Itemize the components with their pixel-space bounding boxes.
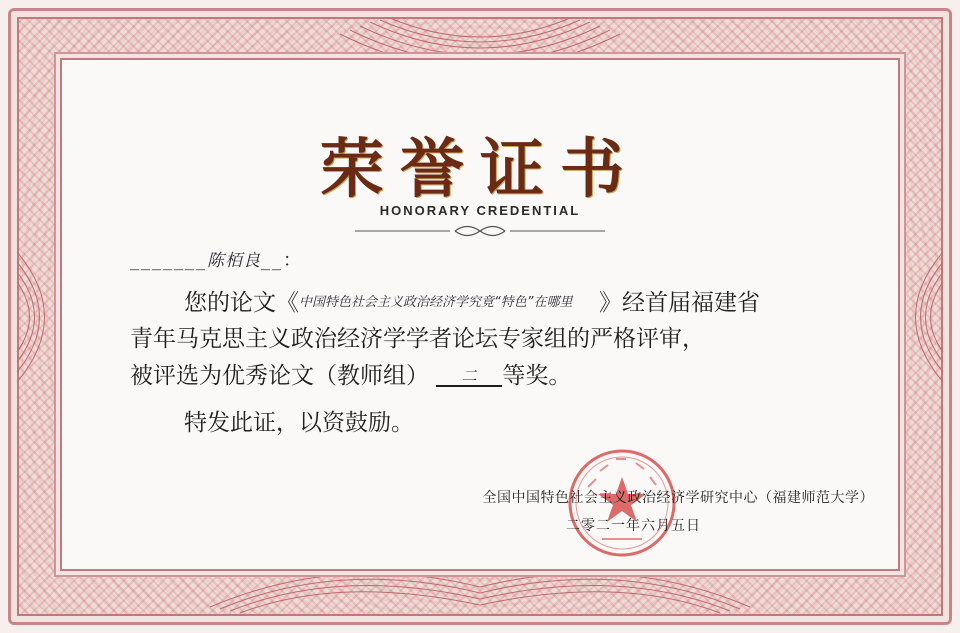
award-level: 二 bbox=[436, 367, 502, 387]
line3-prefix: 被评选为优秀论文（教师组） bbox=[130, 363, 429, 389]
body-line-1 bbox=[184, 284, 760, 317]
issue-date: 二零二一年六月五日 bbox=[566, 518, 701, 534]
body-line-4: 特发此证，以资鼓励。 bbox=[184, 410, 414, 436]
certificate-subtitle: HONORARY CREDENTIAL bbox=[379, 203, 581, 218]
body-line-2: 青年马克思主义政治经济学学者论坛专家组的严格评审， bbox=[130, 326, 705, 352]
certificate-title: 荣誉证书 bbox=[320, 132, 640, 207]
line1-suffix: 》经首届福建省 bbox=[599, 290, 760, 316]
recipient-name: 陈栢良 bbox=[207, 251, 261, 271]
recipient-blank-suffix: __： bbox=[261, 250, 303, 271]
recipient-blank-prefix: _______ bbox=[130, 250, 207, 271]
issuer-name: 全国中国特色社会主义政治经济学研究中心（福建师范大学） bbox=[482, 490, 874, 506]
title-divider-ornament bbox=[355, 224, 605, 238]
recipient-line bbox=[130, 246, 303, 272]
paper-title: 中国特色社会主义政治经济学究竟“特色”在哪里 bbox=[299, 295, 573, 310]
line3-suffix: 等奖。 bbox=[502, 363, 572, 389]
body-line-3 bbox=[130, 357, 571, 390]
line1-prefix: 您的论文《 bbox=[184, 290, 299, 316]
